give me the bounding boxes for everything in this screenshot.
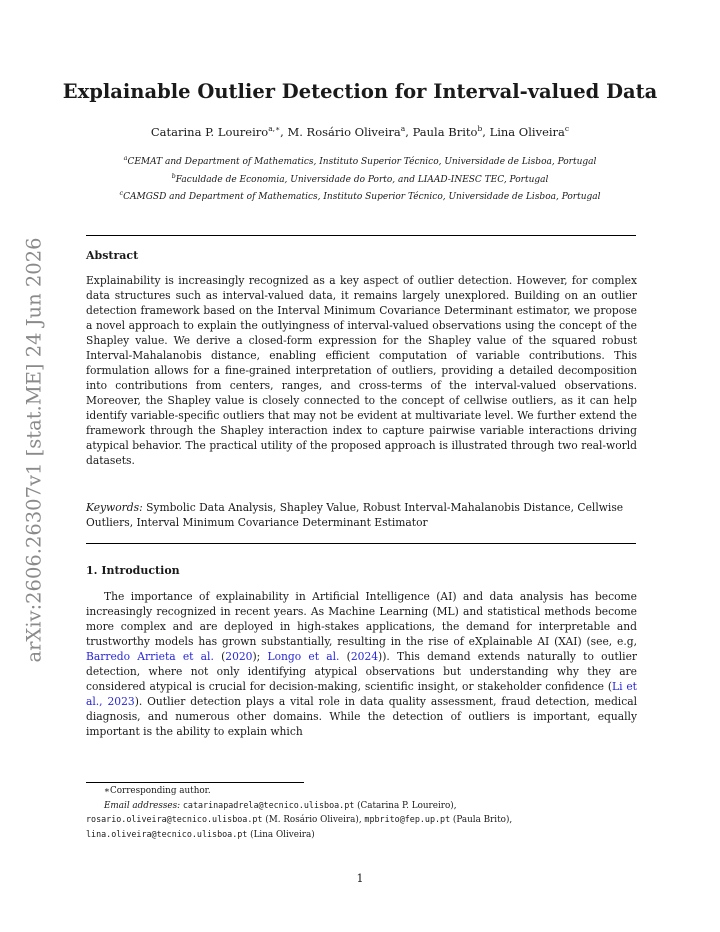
abstract-heading: Abstract [86, 249, 139, 262]
email-line [86, 813, 637, 828]
email-address[interactable]: mpbrito@fep.up.pt [364, 814, 451, 824]
affil-text: CEMAT and Department of Mathematics, Instituto Superior Técnico, Universidade de Lisboa, Portugal [127, 157, 597, 167]
email-label: Email addresses: [104, 800, 181, 811]
author-list: Catarina P. Loureiro$^{a,∗}$, M. Rosário Oliveira$^a$, Paula Brito$^b$, Lina Oliveira$^c$ [150, 124, 570, 139]
arxiv-identifier-text: arXiv:2606.26307v1 [stat.ME] 24 Jun 2026 [22, 237, 46, 663]
keywords-label: Keywords: [86, 501, 143, 514]
affil-text: Faculdade de Economia, Universidade do Porto, and LIAAD-INESC TEC, Portugal [175, 174, 549, 185]
keywords [86, 500, 637, 530]
abstract-bottom-rule [86, 543, 636, 544]
citation-link[interactable]: Longo et al. [267, 650, 340, 663]
arxiv-identifier [16, 237, 52, 663]
email-line [86, 828, 637, 843]
corresponding-author-note: ∗Corresponding author. [104, 786, 211, 796]
author-name: Lina Oliveira [489, 124, 565, 139]
intro-text: ). Outlier detection plays a vital role in data quality assessment, fraud detection, medical diagnosis, and numerous other domains. While the detection of outliers is important, equally important is the ability to explain which [86, 695, 637, 738]
abstract-body: Explainability is increasingly recognized as a key aspect of outlier detection. However, for complex data structures such as interval-valued data, it remains largely unexplored. Building on an outlier detection framework based on the Interval Minimum Covariance Determinant estimator, we propose a novel approach to explain the outlyingness of interval-valued observations using the concept of the Shapley value. We derive a closed-form expression for the Shapley value of the squared robust Interval-Mahalanobis distance, enabling efficient computation of variable contributions. This formulation allows for a fine-grained interpretation of outliers, providing a detailed decomposition into contributions from centers, ranges, and cross-terms of the interval-valued observations. Moreover, the Shapley value is closely connected to the concept of cellwise outliers, as it can help identify variable-specific outliers that may not be evident at multivariate level. We further extend the framework through the Shapley interaction index to capture pairwise variable interactions driving atypical behavior. The practical utility of the proposed approach is illustrated through two real-world datasets. [86, 274, 637, 467]
author-name: M. Rosário Oliveira [287, 124, 401, 139]
citation-year-link[interactable]: 2024 [350, 650, 379, 663]
intro-text: ( [339, 650, 351, 663]
section-heading-introduction: 1. Introduction [86, 564, 180, 577]
email-line [86, 799, 637, 814]
email-owner: (Paula Brito), [452, 815, 513, 825]
introduction-paragraph [86, 589, 637, 739]
affiliation [60, 187, 660, 205]
email-owner: (M. Rosário Oliveira), [265, 815, 362, 825]
citation-link[interactable]: Barredo Arrieta et al. [86, 650, 214, 663]
intro-text: )). This demand extends naturally to outlier detection, where not only identifying atypical observations but understanding why they are considered atypical is crucial for decision-making, scientific insight, or stakeholder confidence ( [86, 650, 638, 693]
affil-mark: a [123, 154, 128, 162]
citation-link[interactable]: Li et al., [86, 680, 637, 708]
author-affil-mark: a,∗ [268, 124, 281, 133]
email-address[interactable]: rosario.oliveira@tecnico.ulisboa.pt [86, 814, 263, 824]
affiliation-list [60, 152, 660, 205]
author-affil-mark: c [564, 124, 570, 133]
citation-year-link[interactable]: 2023 [107, 695, 135, 708]
intro-text: ( [213, 650, 226, 663]
intro-text: ); [252, 650, 268, 663]
abstract-top-rule [86, 235, 636, 236]
intro-text: The importance of explainability in Artificial Intelligence (AI) and data analysis has become increasingly recognized in recent years. As Machine Learning (ML) and statistical methods become more complex and are deployed in high-stakes applications, the demand for interpretable and trustworthy models has grown substantially, resulting in the rise of eXplainable AI (XAI) (see, e.g, [86, 590, 637, 648]
email-owner: (Lina Oliveira) [250, 829, 315, 840]
affiliation [60, 152, 660, 170]
affil-mark: c [119, 189, 124, 197]
affil-text: CAMGSD and Department of Mathematics, Instituto Superior Técnico, Universidade de Lisboa, Portugal [123, 192, 601, 202]
keywords-text: Symbolic Data Analysis, Shapley Value, Robust Interval-Mahalanobis Distance, Cellwise Outliers, Interval Minimum Covariance Determinant Estimator [86, 501, 624, 529]
affiliation [60, 170, 660, 188]
affil-mark: b [171, 171, 176, 180]
author-affil-mark: a [400, 124, 406, 133]
email-address[interactable]: catarinapadrela@tecnico.ulisboa.pt [182, 799, 355, 810]
footnote-rule [86, 782, 304, 783]
paper-title: Explainable Outlier Detection for Interval-valued Data [62, 80, 658, 103]
citation-year-link[interactable]: 2020 [225, 650, 253, 663]
email-address[interactable]: lina.oliveira@tecnico.ulisboa.pt [86, 828, 248, 839]
author-name: Paula Brito [412, 124, 478, 139]
author-affil-mark: b [477, 124, 483, 133]
email-owner: (Catarina P. Loureiro), [357, 800, 457, 811]
page-number: 1 [356, 872, 364, 885]
author-name: Catarina P. Loureiro [150, 124, 269, 139]
footnotes [86, 785, 637, 842]
